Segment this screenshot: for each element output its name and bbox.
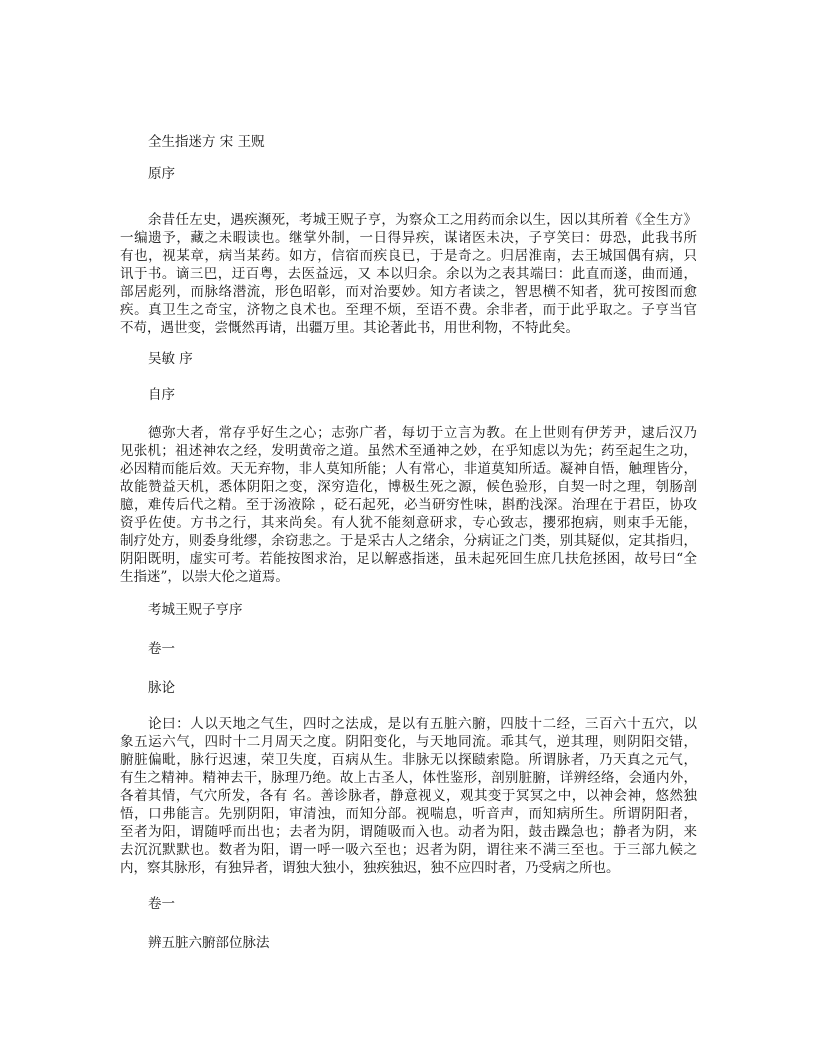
paragraph-line: 阴阳既明，虚实可考。若能按图求治，足以解惑指迷，虽未起死回生庶几扶危拯困，故号曰“全: [120, 551, 697, 567]
document-title: 全生指迷方 宋 王贶: [148, 134, 265, 150]
paragraph-line: 去沉沉默默也。数者为阳，谓一呼一吸六至也；迟者为阴，谓往来不满三至也。于三部九候之: [120, 842, 697, 858]
paragraph-line: 制疗处方，则委身纰缪，余窃悲之。于是采古人之绪余，分病证之门类，别其疑似，定其指归，: [120, 533, 697, 549]
paragraph-line: 资乎佐使。方书之行，其来尚矣。有人犹不能刻意研求，专心致志，攖邪抱病，则束手无能，: [120, 515, 697, 531]
paragraph-line: 有也，视某章，病当某药。如方，信宿而疾良已，于是奇之。归居淮南，去王城国偶有病，只: [120, 248, 697, 264]
section-heading-wumin-preface: 吴敏 序: [148, 351, 193, 367]
paragraph-line: 见张机；祖述神农之经，发明黄帝之道。虽然术至通神之妙，在乎知虑以为先；药至起生之功，: [120, 443, 697, 459]
section-heading-kaocheng-preface: 考城王贶子亨序: [148, 602, 243, 618]
section-heading-original-preface: 原序: [148, 166, 175, 182]
paragraph-line: 一编遗予，藏之未暇读也。继掌外制，一日得异疾，谋诸医未决，子亨笑曰：毋恐，此我书所: [120, 230, 697, 246]
paragraph-line: 各着其情，气穴所发，各有 名。善诊脉者，静意视义，观其变于冥冥之中，以神会神，悠然独: [120, 788, 697, 804]
section-heading-author-preface: 自序: [148, 387, 175, 403]
paragraph-line: 不苟，遇世变，尝慨然再请，出疆万里。其论著此书，用世利物，不特此矣。: [120, 320, 579, 336]
paragraph-line: 疾。真卫生之奇宝，济物之良术也。至理不烦，至语不费。余非者，而于此乎取之。子亨当官: [120, 302, 697, 318]
paragraph-line: 余昔任左史，遇疾濒死，考城王贶子亨，为察众工之用药而余以生，因以其所着《全生方》: [148, 212, 697, 228]
paragraph-line: 至者为阳，谓随呼而出也；去者为阴，谓随吸而入也。动者为阳，鼓击躁急也；静者为阴，来: [120, 824, 697, 840]
section-heading-volume-one: 卷一: [148, 641, 175, 657]
section-heading-pulse-theory: 脉论: [148, 680, 175, 696]
paragraph-line: 讯于书。谪三巴，迂百粤，去医益远，又 本以归余。余以为之表其端曰：此直而遂，曲而通，: [120, 266, 697, 282]
paragraph-line: 有生之精神。精神去干，脉理乃绝。故上古圣人，体性鉴形，剖别脏腑，详辨经络，会通内外，: [120, 770, 697, 786]
section-heading-five-organs-pulse-method: 辨五脏六腑部位脉法: [148, 935, 270, 951]
paragraph-line: 部居彪列，而脉络潜流，形色昭彰，而对治要妙。知方者读之，智思横不知者，犹可按图而愈: [120, 284, 697, 300]
paragraph-line: 论曰：人以天地之气生，四时之法成，是以有五脏六腑，四肢十二经，三百六十五穴，以: [148, 716, 697, 732]
paragraph-line: 腑脏偏毗，脉行迟速，荣卫失度，百病从生。非脉无以探赜索隐。所谓脉者，乃天真之元气，: [120, 752, 697, 768]
paragraph-line: 内，察其脉形，有独异者，谓独大独小，独疾独迟，独不应四时者，乃受病之所也。: [120, 860, 620, 876]
paragraph-line: 必因精而能后效。天无弃物，非人莫知所能；人有常心，非道莫知所适。凝神自悟，触理皆分，: [120, 461, 697, 477]
paragraph-line: 生指迷”，以崇大伦之道焉。: [120, 569, 289, 585]
paragraph-line: 臆，难传后代之精。至于汤液除 ，砭石起死，必当研穷性味，斟酌浅深。治理在于君臣，协攻: [120, 497, 697, 513]
paragraph-line: 德弥大者，常存乎好生之心；志弥广者，每切于立言为教。在上世则有伊芳尹，逮后汉乃: [148, 425, 697, 441]
section-heading-volume-one-repeat: 卷一: [148, 896, 175, 912]
paragraph-line: 故能赞益天机，悉体阴阳之变，深穷造化，博极生死之源，候色验形，自契一时之理，刳肠剖: [120, 479, 697, 495]
paragraph-line: 象五运六气，四时十二月周天之度。阴阳变化，与天地同流。乖其气，逆其理，则阴阳交错，: [120, 734, 697, 750]
paragraph-line: 悟，口弗能言。先别阴阳，审清浊，而知分部。视喘息，听音声，而知病所生。所谓阴阳者，: [120, 806, 697, 822]
